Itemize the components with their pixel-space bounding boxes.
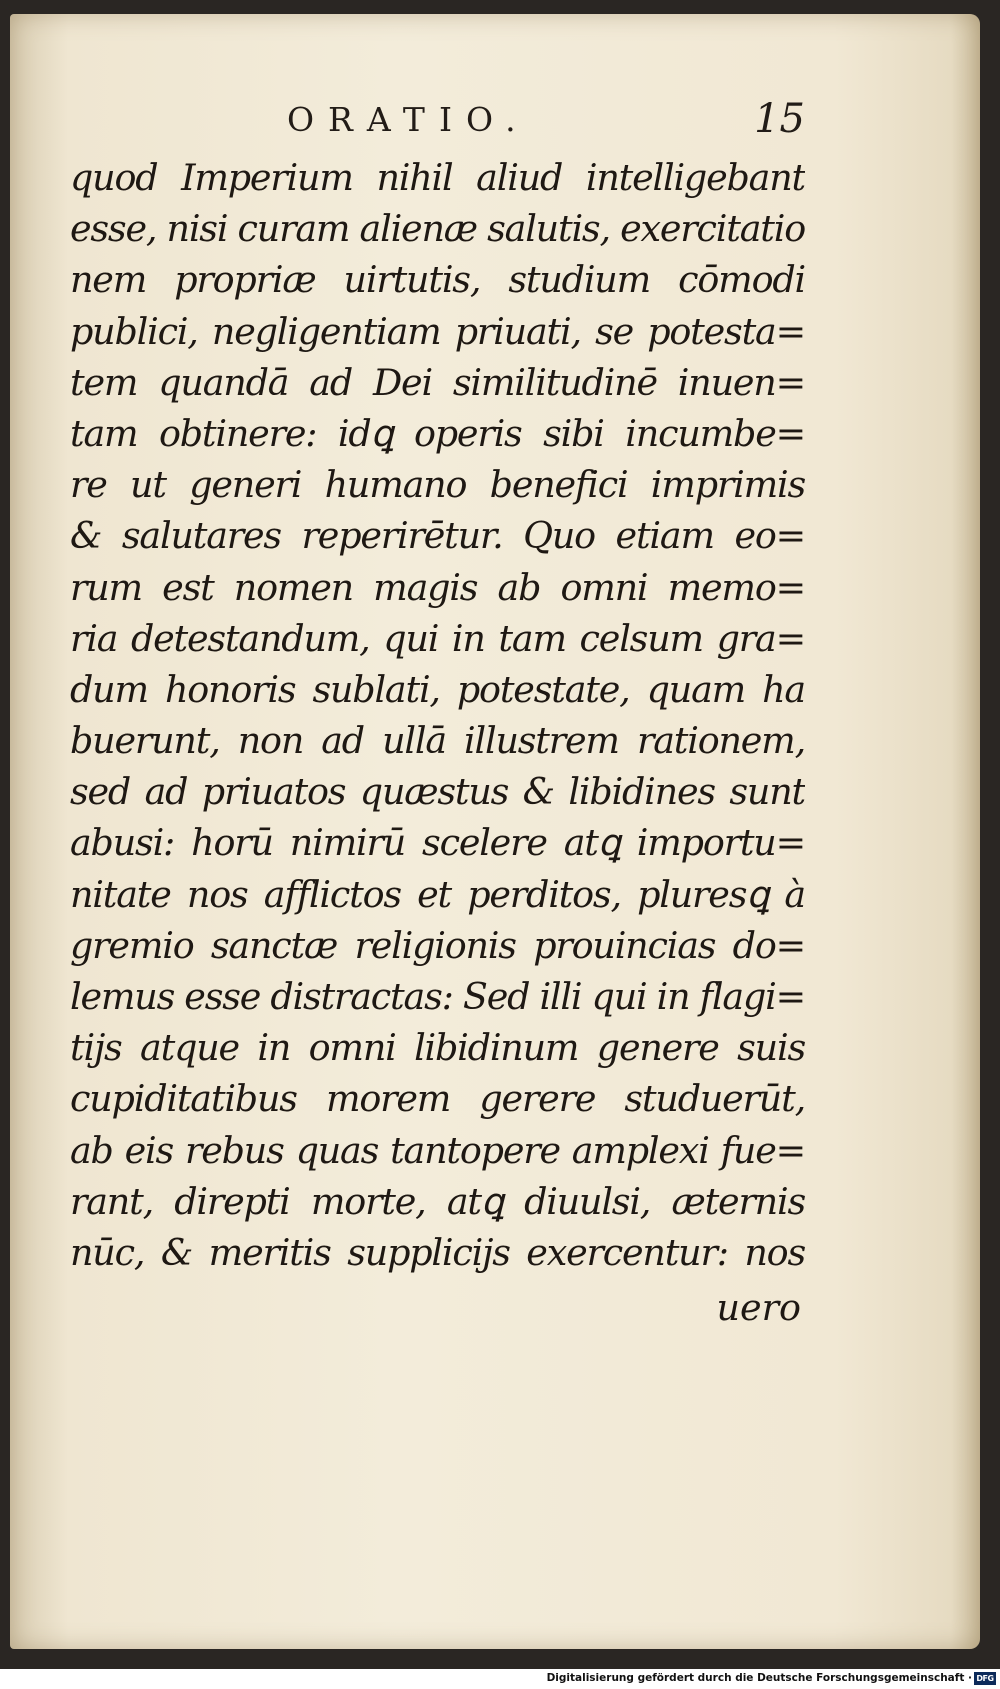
text-line: rum est nomen magis ab omni memo= — [70, 565, 805, 609]
text-line: tijs atque in omni libidinum genere suis — [70, 1026, 805, 1070]
running-title: ORATIO. — [287, 100, 530, 139]
running-head — [70, 92, 805, 152]
page-content — [70, 92, 805, 1338]
text-line: gremio sanctæ religionis prouincias do= — [70, 923, 805, 967]
digitization-footer — [0, 1669, 1000, 1689]
text-line: ab eis rebus quas tantopere amplexi fue= — [70, 1128, 805, 1172]
text-line: & salutares reperirētur. Quo etiam eo= — [70, 514, 805, 558]
text-line: tam obtinere: idꝗ operis sibi incumbe= — [70, 411, 805, 455]
text-line: nūc, & meritis supplicijs exercentur: nos — [70, 1230, 805, 1274]
text-line: re ut generi humano benefici imprimis — [70, 463, 805, 507]
text-line: sed ad priuatos quæstus & libidines sunt — [70, 770, 805, 814]
page-number: 15 — [754, 96, 805, 142]
text-line: tem quandā ad Dei similitudinē inuen= — [70, 360, 805, 404]
text-line: ria detestandum, qui in tam celsum gra= — [70, 616, 805, 660]
text-line: lemus esse distractas: Sed illi qui in flagi= — [70, 975, 805, 1018]
text-line: nitate nos afflictos et perditos, pluresꝗ à — [70, 872, 805, 916]
text-line: cupiditatibus morem gerere studuerūt, — [70, 1077, 805, 1121]
text-line: dum honoris sublati, potestate, quam ha — [70, 667, 805, 711]
text-line: nem propriæ uirtutis, studium cōmodi — [70, 258, 805, 302]
text-line: esse, nisi curam alienæ salutis, exercitatio — [70, 207, 805, 251]
text-line: publici, negligentiam priuati, se potesta= — [70, 309, 805, 353]
catchword: uero — [716, 1286, 801, 1330]
book-page — [10, 14, 980, 1649]
text-line: rant, direpti morte, atꝗ diuulsi, æternis — [70, 1179, 805, 1223]
body-text — [70, 152, 805, 1338]
funding-credit: Digitalisierung gefördert durch die Deutsche Forschungsgemeinschaft · — [546, 1672, 972, 1684]
text-line: quod Imperium nihil aliud intelligebant — [70, 156, 805, 199]
dfg-logo-icon: DFG — [974, 1672, 996, 1685]
text-line: buerunt, non ad ullā illustrem rationem, — [70, 719, 805, 763]
text-line: abusi: horū nimirū scelere atꝗ importu= — [70, 821, 805, 865]
